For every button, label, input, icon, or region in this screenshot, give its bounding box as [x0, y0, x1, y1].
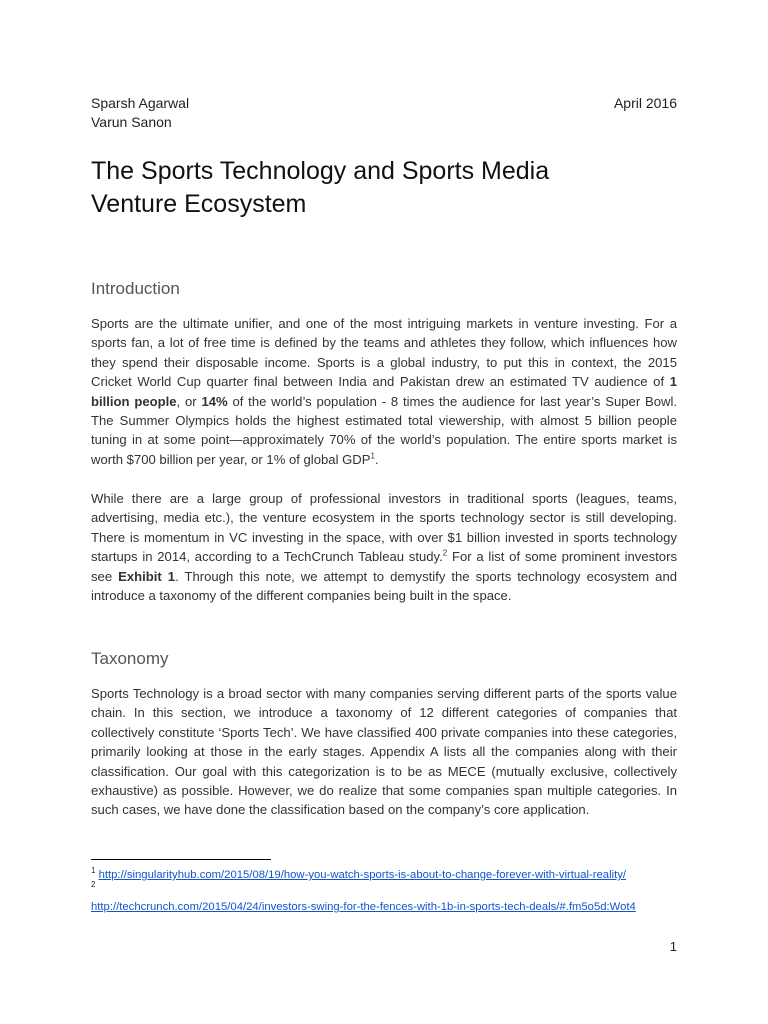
- text-run: of the world’s population - 8 times the audience for last year’s Super Bowl. The Summer Olympics holds the highest estimated total viewership, with almost 5 billion people tuning in at some point—approximately 70% of the world’s population. The entire sports market is worth $700 billion per year, or 1% of global GDP: [91, 393, 677, 467]
- exhibit-reference: Exhibit 1: [118, 568, 176, 584]
- footnote-1: [91, 868, 626, 883]
- footnote-ref[interactable]: 1: [370, 451, 375, 461]
- text-run: Sports are the ultimate unifier, and one of the most intriguing markets in venture investing. For a sports fan, a lot of free time is defined by the teams and athletes they follow, which influences how they spend their disposable income. Sports is a global industry, to put this in context, the 2015 Cricket World Cup quarter final between India and Pakistan drew an estimated TV audience of: [91, 316, 677, 390]
- section-heading-introduction: Introduction: [91, 279, 180, 298]
- document-date: April 2016: [613, 95, 677, 111]
- text-run: .: [374, 451, 379, 467]
- document-page: [91, 0, 677, 1024]
- footnote-2: [91, 882, 95, 897]
- author-name: Varun Sanon: [91, 114, 172, 130]
- bold-text: 14%: [201, 393, 228, 409]
- footnote-number: 1: [91, 866, 96, 876]
- title-line: The Sports Technology and Sports Media: [91, 157, 550, 185]
- document-title: [91, 155, 677, 221]
- intro-paragraph-1: [91, 314, 677, 469]
- text-run: While there are a large group of professional investors in traditional sports (leagues, teams, advertising, media etc.), the venture ecosystem in the sports technology sector is still developing. There is momentum in VC investing in the space, with over $1 billion invested in sports technology startups in 2014, according to a TechCrunch Tableau study.: [91, 491, 677, 565]
- page-number: 1: [669, 939, 677, 954]
- footnote-2-body: [91, 900, 677, 915]
- section-heading-taxonomy: Taxonomy: [91, 649, 169, 668]
- footnote-number: 2: [91, 880, 96, 890]
- text-run: , or: [176, 393, 202, 409]
- footnote-2-link[interactable]: http://techcrunch.com/2015/04/24/investors-swing-for-the-fences-with-1b-in-sports-tech-deals/#.fm5o5d:Wot4: [91, 901, 636, 913]
- text-run: . Through this note, we attempt to demystify the sports technology ecosystem and introduce a taxonomy of the different companies being built in the space.: [91, 568, 678, 604]
- taxonomy-paragraph: Sports Technology is a broad sector with many companies serving different parts of the sports value chain. In this section, we introduce a taxonomy of 12 different categories of companies that collectively constitute ‘Sports Tech’. We have classified 400 private companies into these categories, primarily looking at those in the early stages. Appendix A lists all the companies along with their classification. Our goal with this categorization is to be as MECE (mutually exclusive, collectively exhaustive) as possible. However, we do realize that some companies span multiple categories. In such cases, we have done the classification based on the company’s core application.: [91, 686, 677, 818]
- footnote-1-link[interactable]: http://singularityhub.com/2015/08/19/how-you-watch-sports-is-about-to-change-forever-with-virtual-reality/: [98, 869, 627, 881]
- author-block: [91, 94, 189, 132]
- text-run: For a list of some prominent investors see: [91, 549, 677, 584]
- bold-text: 1 billion people: [91, 374, 677, 409]
- intro-paragraph-2: [91, 489, 677, 605]
- footnote-divider: [91, 859, 271, 860]
- title-line: Venture Ecosystem: [91, 190, 307, 218]
- footnote-ref[interactable]: 2: [442, 548, 448, 558]
- author-name: Sparsh Agarwal: [91, 95, 190, 111]
